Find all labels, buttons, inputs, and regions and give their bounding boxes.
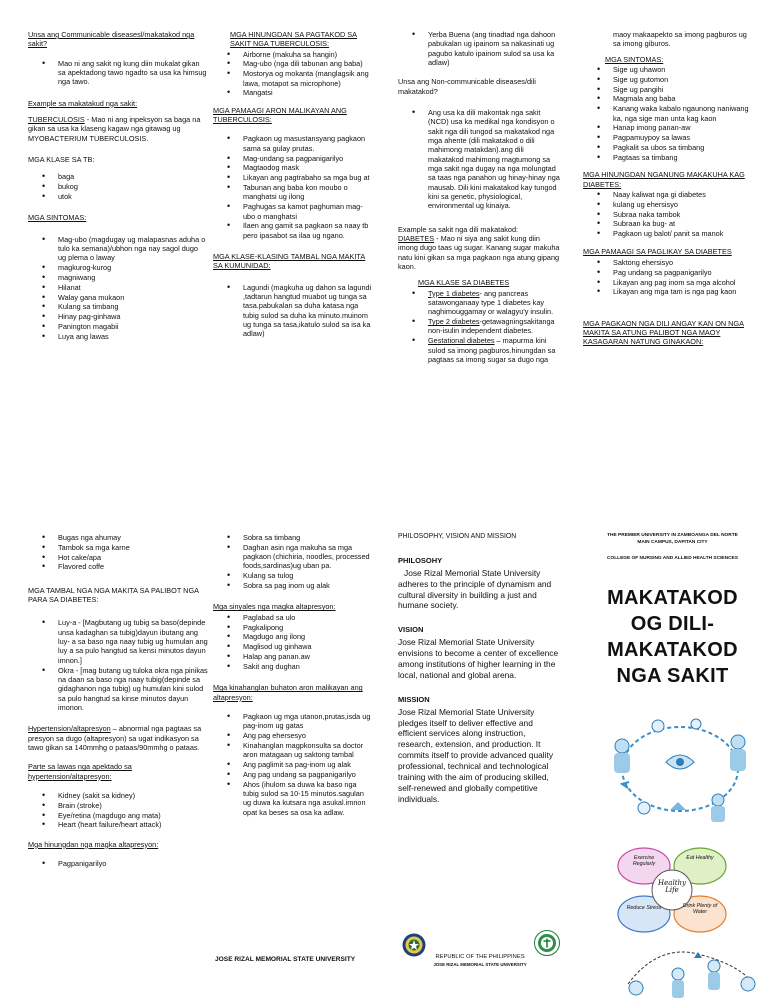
tb-types-heading: MGA KLASE SA TB: (28, 154, 95, 164)
tb-causes-heading: MGA HINUNGDAN SA PAGTAKOD SA SAKIT NGA TUBERCULOSIS: (230, 30, 358, 49)
tuberculosis-label: TUBERCULOSIS (28, 114, 85, 124)
list-item: • Eye/retina (magdugo ang mata) (28, 811, 208, 820)
list-item: • Magmala ang baba (583, 94, 753, 103)
type2-text: -getawagningsakitanga non-isulin independent diabetes. (428, 317, 555, 336)
list-item: • Ang paglimit sa pag-inom ug alak (213, 760, 373, 769)
hypertension-prevention-heading: Mga kinahanglan buhaton aron malikayan ang altapresyon: (213, 683, 363, 702)
diabetes-prevention-list (583, 258, 753, 297)
list-item: • Daghan asin nga makuha sa mga pagkaon (chichiria, noodles, processed foods,sardinas)ug uban pa. (213, 543, 373, 571)
type1-label: Type 1 diabetes (428, 288, 480, 298)
brochure-title (580, 585, 765, 689)
list-item (398, 336, 560, 364)
diabetes-symptoms-heading: MGA SINTOMAS: (605, 54, 664, 64)
title-line-4: NGA SAKIT (616, 665, 729, 687)
hypertension-causes-continued-list (213, 533, 373, 590)
college-line: COLLEGE OF NURSING AND ALLIED HEALTH SCIENCES (607, 556, 738, 561)
mission-text: Jose Rizal Memorial State University pledges itself to deliver effective and efficient services along instruction, research, extension, and production. It commits itself to provide advanced quality professional, technical and technological training with the aim of producing skilled, self-renewed and globally competitive individuals. (398, 706, 554, 804)
list-item: • Pagkaon ug masustansyang pagkaon sama sa gulay prutas. (213, 134, 373, 153)
list-item: • Ahos (ihulom sa duwa ka baso nga tubig sulod sa 10-15 minutos.sagulan ug duwa ka kutsara nga asukal.imnon opat ka beses sa osa ka adlaw. (213, 780, 373, 817)
list-item: • Sige ug gutomon (583, 75, 753, 84)
list-item: • Sobra sa timbang (213, 533, 373, 542)
communicable-question: Unsa ang Communicable diseasesl/makatakod nga sakit? (28, 30, 195, 49)
campus-line: MAIN CAMPUS, DAPITAN CITY (637, 540, 708, 545)
list-item: • Pagpamuypoy sa lawas (583, 133, 753, 142)
philosophy-block (398, 556, 560, 611)
tb-symptoms-heading: MGA SINTOMAS: (28, 213, 87, 223)
list-item: • Naay kaliwat nga gi diabetes (583, 190, 753, 199)
list-item: • Luya ang lawas (28, 332, 208, 341)
list-item: • Paghugas sa kamot paghuman mag-ubo o manghatsi (213, 202, 373, 221)
list-item: • Hot cake/apa (28, 553, 208, 562)
mission-label: MISSION (398, 694, 430, 704)
diabetes-text: - Mao ni siya ang sakit kung diin imong dugo taas ug sugar. Kanang sugar makuha natu kini gikan sa mga pagkaon nga atung gipang kaon. (398, 233, 560, 271)
tb-prevention-list (213, 134, 373, 240)
healthy-life-diagram (612, 842, 732, 937)
diabetes-causes-heading: MGA HINUNGDAN NGANUNG MAKAKUHA KAG DIABETES: (583, 170, 745, 189)
noncommunicable-question: Unsa ang Non-communicable diseases/dili makatakod? (398, 77, 536, 96)
list-item: • Likayan ang pagtrabaho sa mga bug at (213, 173, 373, 182)
list-item: • magkurog-kurog (28, 263, 208, 272)
hypertension-prevention-list (213, 712, 373, 817)
list-item: • Yerba Buena (ang tinadtad nga dahoon pabukalan ug ipainom sa nakasinati ug pagubo katulo ipainom sulod sa usa ka adlaw) (398, 30, 560, 67)
pvm-title: PHILOSOPHY, VISION AND MISSION (398, 533, 517, 540)
type1-text: - ang pancreas satawonganaay type 1 diabetes kay naghimouggamay or walagyu'y insulin. (428, 288, 554, 317)
list-item: • Pagpanigarilyo (28, 859, 208, 868)
transmission-cycle-illustration (600, 712, 760, 827)
list-item: • Halap ang panan.aw (213, 652, 373, 661)
tb-symptoms-list (28, 235, 208, 342)
tb-causes-list (213, 50, 373, 98)
tb-types-list (28, 172, 208, 201)
healthy-life-center-label: Healthy Life (658, 879, 686, 895)
list-item: • Kinahanglan magpkonsulta sa doctor aron matagaan ug saktong tambal (213, 741, 373, 760)
premier-university-line: THE PREMIER UNIVERSITY IN ZAMBOANGA DEL NORTE (607, 533, 738, 538)
vision-text: Jose Rizal Memorial State University envisions to become a center of excellence among institutions of higher learning in the local, national and global arena. (398, 637, 559, 680)
list-item: • kulang ug ehersisyo (583, 200, 753, 209)
list-item: • Mao ni ang sakit ng kung diin mukalat gikan sa apektadong tawo ngadto sa usa ka himsug nga tawo. (28, 59, 208, 87)
diabetes-label: DIABETES (398, 233, 435, 243)
panel-diabetes-remedies-hypertension (28, 533, 208, 876)
list-item: • Likayan ang pag inom sa mga alcohol (583, 278, 753, 287)
list-item: • Kanang waka kabalo ngaunong naniwang ka, nga sige man unta kag kaon (583, 104, 753, 123)
panel-diabetes-symptoms (583, 30, 753, 354)
mission-block (398, 695, 560, 805)
panel-hypertension-signs (213, 533, 373, 825)
yerba-buena-list (398, 30, 560, 67)
list-item: • Ang usa ka dili makontak nga sakit (NCD) usa ka medikal nga kondisyon o sakit nga dili tungod sa makatakod nga mga ahente (dili makatakod o dili mahimong matakdan).ang dili makatakod mahimong magtumong sa mga sakit nga dugay na nga molungtad sa taas nga panahon ug hinay-hinay nga mausab. Dili kini makatakod kay tungod kini sa genetic, physiological, environmental ug kinaiya. (398, 108, 560, 211)
list-item: • Hilanat (28, 283, 208, 292)
list-item: • Sige ug pangihi (583, 85, 753, 94)
list-item (398, 317, 560, 336)
title-line-1: MAKATAKOD (607, 587, 738, 609)
tb-remedies-heading: MGA KLASE-KLASING TAMBAL NGA MAKITA SA KUMUNIDAD: (213, 252, 366, 271)
foods-to-avoid-list (28, 533, 208, 572)
vision-block (398, 625, 560, 680)
hypertension-causes-heading: Mga hinungdan nga magka altapresyon: (28, 839, 159, 849)
philosophy-label: PHILOSOHY (398, 555, 443, 565)
type2-label: Type 2 diabetes (428, 317, 480, 327)
list-item: • Pagkaon ug balot/ panit sa manok (583, 229, 753, 238)
list-item: • Sige ug uhawon (583, 65, 753, 74)
panel-tb-causes-prevention (213, 30, 373, 347)
affected-parts-heading: Parte sa lawas nga apektado sa hypertension/altapresyon: (28, 762, 132, 781)
list-item: • Okra - [mag butang ug tuloka okra nga pinikas na daan sa baso nga naay tubig(depinde sa gidaghanon nga tubig) ug humulan kini sulod sa pulo hangtud sa kinse minutos dayun imonon. (28, 666, 208, 713)
list-item: • Mangatsi (213, 88, 373, 97)
panel-tuberculosis-intro (28, 30, 208, 349)
list-item: • Brain (stroke) (28, 801, 208, 810)
list-item: • Bugas nga ahumay (28, 533, 208, 542)
affected-parts-list (28, 791, 208, 830)
hypertension-causes-list (28, 859, 208, 868)
tuberculosis-definition (28, 115, 208, 143)
list-item: • Pagtaas sa timbang (583, 153, 753, 162)
petal-eat-label: Eat Healthy (686, 855, 714, 861)
tuberculosis-text: - Mao ni ang inpeksyon sa baga na gikan sa usa ka klaseng kagaw nga gitawag ug MYOBACTERIUM TUBERCULOSIS. (28, 114, 201, 143)
list-item: • Walay gana mukaon (28, 293, 208, 302)
diabetes-example (398, 225, 560, 272)
list-item: • Airborne (makuha sa hangin) (213, 50, 373, 59)
example-heading: Example sa makatakud nga sakit: (28, 98, 138, 108)
list-item: • Tabunan ang baba kon moubo o manghatsi ug ilong (213, 183, 373, 202)
list-item: • utok (28, 192, 208, 201)
list-item: • Mag-ubo (magdugay ug malapasnas aduha o tulo ka semana)/ubhon nga nay sagol dugo ug plema o laway (28, 235, 208, 263)
list-item: • Luy-a - [Magbutang ug tubig sa baso(depinde unsa kadaghan sa tubig)dayun ibutang ang luy- a sa baso nga naay tubig ug humulan ang luy a sa pulo hangtud sa kensi minutos dayun imnon.] (28, 618, 208, 665)
list-item: • Kulang sa timbang (28, 302, 208, 311)
petal-exercise-label: Exercise Regularly (632, 855, 656, 867)
list-item: • Flavored coffe (28, 562, 208, 571)
philosophy-text: Jose Rizal Memorial State University adheres to the principle of dynamism and cultural diversity in building a just and humane society. (398, 567, 552, 611)
tb-prevention-heading: MGA PAMAAGI ARON MALIKAYAN ANG TUBERCULOSIS: (213, 105, 347, 125)
list-item: • Magtaodog mask (213, 163, 373, 172)
panel-philosophy-vision-mission (398, 533, 560, 819)
list-item: • Paglabad sa ulo (213, 613, 373, 622)
panel-noncommunicable-diabetes (398, 30, 560, 372)
list-item: • Sakit ang dughan (213, 662, 373, 671)
list-item: • Saktong ehersisyo (583, 258, 753, 267)
title-line-3: MAKATAKOD (607, 639, 738, 661)
list-item (398, 289, 560, 317)
list-item: • Pagkaon ug mga utanon,prutas,isda ug pag-inom ug gatas (213, 712, 373, 731)
list-item: • Panington magabii (28, 322, 208, 331)
gestational-continuation: maoy makaapekto sa imong pagburos ug sa imong giburos. (613, 30, 747, 49)
list-item: • Sobra sa pag inom ug alak (213, 581, 373, 590)
foods-to-avoid-heading: MGA PAGKAON NGA DILI ANGAY KAN ON NGA MAKITA SA ATUNG PALIBOT NGA MAOY KASAGARAN NATUNG GINAKAON: (583, 318, 744, 347)
list-item: • Magdugo ang ilong (213, 632, 373, 641)
tb-remedies-list (213, 283, 373, 339)
list-item: • Pagkalit sa ubos sa timbang (583, 143, 753, 152)
list-item: • Hinay pag-ginhawa (28, 312, 208, 321)
list-item: • Kulang sa tulog (213, 571, 373, 580)
title-line-2: OG DILI- (630, 613, 715, 635)
petal-stress-label: Reduce Stress (626, 905, 662, 911)
list-item: • Subraa naka tambok (583, 210, 753, 219)
diabetes-types-heading: MGA KLASE SA DIABETES (418, 278, 510, 288)
list-item: • Likayan ang mga tam is nga pag kaon (583, 287, 753, 296)
example-heading: Example sa sakit nga dili makatakod: (398, 224, 519, 234)
list-item: • bukog (28, 182, 208, 191)
list-item: • Maglisod ug ginhawa (213, 642, 373, 651)
list-item: • Subraan ka bug- at (583, 219, 753, 228)
hypertension-definition (28, 724, 208, 752)
hypertension-label: Hypertension/altapresyon (28, 724, 111, 734)
list-item: • baga (28, 172, 208, 181)
list-item: • Pagkalipong (213, 623, 373, 632)
vision-label: VISION (398, 625, 424, 635)
diabetes-causes-list (583, 190, 753, 239)
hypertension-signs-heading: Mga sinyales nga magka altapresyon: (213, 602, 336, 612)
list-item: • Mag-ubo (nga dili tabunan ang baba) (213, 59, 373, 68)
list-item: • Lagundi (magkuha ug dahon sa lagundi ,tadtarun hangtud muabot ug tunga sa tasa.pabukalan sa duha katasa nga tubig sulod sa duha ka minuto.muinom ug tunga sa tasa,ikatulo sulod sa isa ka adlaw) (213, 283, 373, 339)
university-footer: JOSE RIZAL MEMORIAL STATE UNIVERSITY (215, 956, 356, 963)
diabetes-prevention-heading: MGA PAMAAGI SA PAGLIKAY SA DIABETES (583, 246, 732, 256)
list-item: • Kidney (sakit sa kidney) (28, 791, 208, 800)
list-item: • Pag undang sa pagpanigarilyo (583, 268, 753, 277)
petal-water-label: Drink Plenty of Water (682, 903, 718, 915)
list-item: • Heart (heart failure/heart attack) (28, 820, 208, 829)
diabetes-remedies-heading: MGA TAMBAL NGA NGA MAKITA SA PALIBOT NGA PARA SA DIABETES: (28, 585, 199, 605)
diabetes-remedies-list (28, 618, 208, 712)
college-seal-logo (534, 930, 560, 956)
diabetes-symptoms-list (583, 65, 753, 162)
list-item: • Mostorya og mokanta (manglagsik ang lawa, motapot sa microphone) (213, 69, 373, 88)
list-item: • Mag-undang sa pagpanigarilyo (213, 154, 373, 163)
noncommunicable-definition-list (398, 108, 560, 211)
hypertension-text: – abnormal nga pagtaas sa presyon sa dugo (altapresyon) sa ugat indikasyon sa tawo gikan sa 140mmhg o pataas/90mmhg o pataas. (28, 724, 202, 752)
list-item: • Tambok sa mga karne (28, 543, 208, 552)
list-item: • Ang pag undang sa pagpanigarilyo (213, 770, 373, 779)
gestational-label: Gestational diabetes (428, 336, 495, 346)
list-item: • magniwang (28, 273, 208, 282)
list-item: • Ilaen ang gamit sa pagkaon sa naay tb pero ipasabot sa ilaa ug ngano. (213, 221, 373, 240)
hypertension-signs-list (213, 613, 373, 671)
republic-label: REPUBLIC OF THE PHILIPPINES (435, 954, 525, 960)
list-item: • Ang pag ehersesyo (213, 731, 373, 740)
university-small-label: JOSE RIZAL MEMORIAL STATE UNIVERSITY (433, 962, 527, 967)
gestational-text: – mapurma kini sulod sa imong pagburos.hinungdan sa pagtaas sa imong sugar sa dugo nga (428, 336, 556, 364)
contact-transmission-illustration (618, 944, 764, 1006)
diabetes-types-list (398, 289, 560, 365)
communicable-definition-list (28, 59, 208, 87)
list-item: • Hanap imong panan-aw (583, 123, 753, 132)
